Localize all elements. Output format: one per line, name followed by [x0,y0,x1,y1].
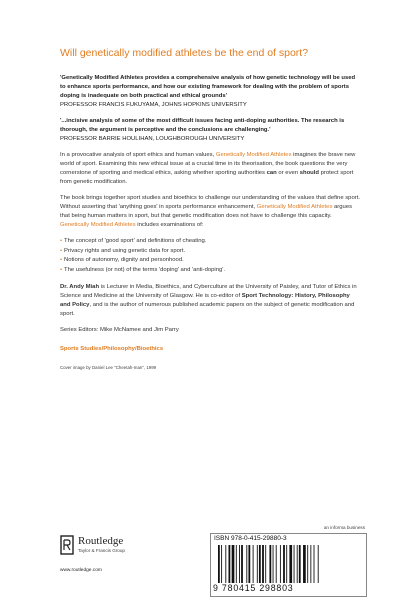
author-book-title: Sport Technology: History, Philosophy and Policy [60,293,350,308]
list-item-text: The usefulness (or not) of the terms 'doping' and 'anti-doping'. [64,266,226,273]
text-run: or even [276,170,300,176]
publisher-website[interactable]: www.routledge.com [60,568,102,573]
quote-houlihan: '...incisive analysis of some of the most difficult issues facing anti-doping authorities. The research is thorough, the argument is perceptive and the conclusions are challenging.' [60,118,345,133]
book-title-ref: Genetically Modified Athletes [215,152,292,158]
content-column [60,46,360,371]
headline: Will genetically modified athletes be the end of sport? [60,47,309,59]
list-item [60,266,360,276]
topics-list [60,237,360,275]
list-item [60,256,360,266]
routledge-logo-icon [60,535,74,555]
author-bio [60,283,360,319]
bullet-icon: • [60,266,63,273]
emphasis-should: should [299,170,320,176]
publisher-group: Taylor & Francis Group [78,548,125,553]
text-run: , and is the author of numerous published academic papers on the subject of genetic modification and sport. [60,302,355,317]
list-item-text: The concept of 'good sport' and definitions of cheating. [64,238,207,244]
text-run: is Lecturer in Media, Bioethics, and Cyberculture at the University of Paisley, and Tutor of Ethics in Science and Medicine at the University of Glasgow. He is co-editor of [60,284,357,299]
barcode-block [210,525,365,595]
text-run: protect sport from genetic modification. [60,170,354,185]
barcode-digits: 9 780415 298803 [213,583,294,593]
intro-paragraph [60,151,360,187]
barcode-box [210,533,367,597]
text-run: imagines the brave new world of sport. Examining this new ethical issue at a crucial time in its theorisation, the book questions the very cornerstone of sporting and medical ethics, asking whether sporting authorities [60,152,356,176]
attribution-houlihan: PROFESSOR BARRIE HOULIHAN, LOUGHBOROUGH UNIVERSITY [60,136,245,142]
text-run: The book brings together sport studies and bioethics to challenge our understanding of the values that define sport. Without asserting that 'anything goes' in sports performance enhancement, [60,195,360,210]
cover-credit: Cover image by Daniel Lee "Cheetah-man", 1999 [60,365,157,370]
isbn-number: ISBN 978-0-415-29880-3 [214,535,287,542]
author-name: Dr. Andy Miah [60,284,100,290]
list-item-text: Notions of autonomy, dignity and personhood. [64,257,184,263]
list-item-text: Privacy rights and using genetic data for sport. [64,247,186,254]
publisher-name: Routledge [78,535,124,547]
summary-paragraph [60,194,360,230]
text-run: In a provocative analysis of sport ethics and human values, [60,152,216,158]
barcode-icon [217,545,359,583]
informa-tagline: an informa business [323,525,365,530]
subject-category: Sports Studies/Philosophy/Bioethics [60,346,164,352]
bullet-icon: • [60,247,63,254]
footer [60,520,365,600]
bullet-icon: • [60,257,63,263]
bullet-icon: • [60,238,63,244]
list-item [60,237,360,247]
text-run: includes examinations of: [135,222,204,228]
list-item [60,247,360,257]
text-run: argues that being human matters in sport, but that genetic modification does not have to challenge this capacity. [60,204,353,219]
emphasis-can: can [266,170,277,176]
series-editors: Series Editors: Mike McNamee and Jim Parry [60,327,179,333]
book-title-ref: Genetically Modified Athletes [256,204,333,210]
quote-fukuyama: 'Genetically Modified Athletes provides a comprehensive analysis of how genetic technology will be used to enhance sports performance, and how our existing framework for dealing with the problem of sports doping is inadequate on both practical and ethical grounds' [60,75,356,99]
attribution-fukuyama: PROFESSOR FRANCIS FUKUYAMA, JOHNS HOPKINS UNIVERSITY [60,102,247,108]
book-title-ref: Genetically Modified Athletes [60,222,136,228]
